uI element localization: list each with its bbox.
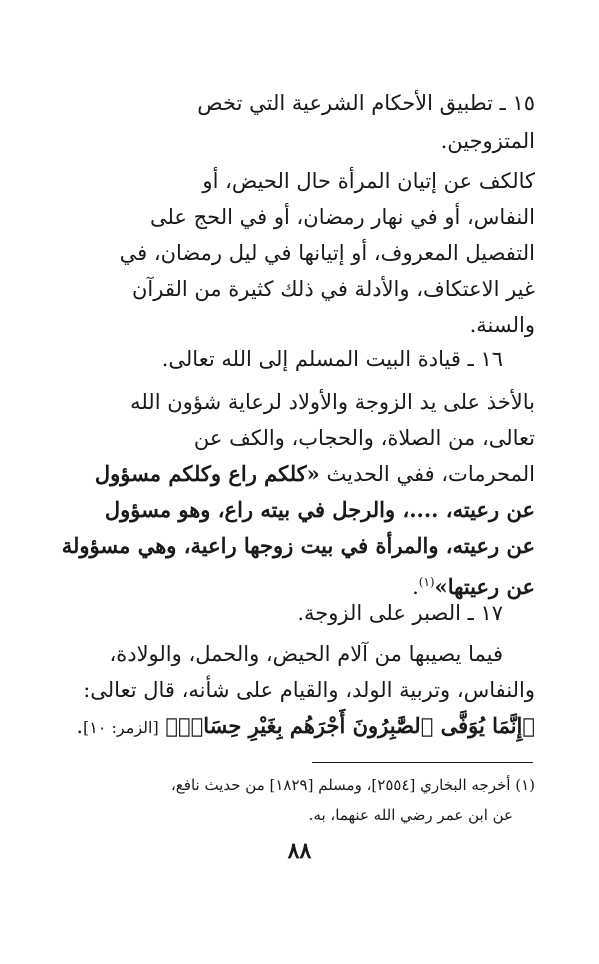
section-15-heading-line1: ١٥ ـ تطبيق الأحكام الشرعية التي تخص bbox=[197, 91, 535, 115]
hadith-line: عن رعيته، ....، والرجل في بيته راع، وهو مسؤول bbox=[104, 497, 535, 522]
section-15-heading-line2: المتزوجين. bbox=[440, 129, 535, 153]
quran-verse: ﴿إِنَّمَا يُوَفَّى ٱلصَّٰبِرُونَ أَجْرَهُم بِغَيْرِ حِسَابٖ﴾ bbox=[165, 713, 535, 738]
body-line bbox=[61, 456, 535, 492]
hadith-line: عن رعيته، والمرأة في بيت زوجها راعية، وهي مسؤولة bbox=[61, 533, 535, 558]
body-line: والسنة. bbox=[469, 313, 535, 337]
period: . bbox=[412, 575, 419, 599]
body-line: النفاس، أو في نهار رمضان، أو في الحج على bbox=[149, 205, 535, 229]
footnote-reference[interactable]: (١) bbox=[418, 575, 435, 589]
footnote-line: عن ابن عمر رضي الله عنهما، به. bbox=[308, 806, 513, 824]
footnote-line: (١) أخرجه البخاري [٢٥٥٤]، ومسلم [١٨٢٩] من حديث نافع، bbox=[170, 776, 535, 794]
body-line: كالكف عن إتيان المرأة حال الحيض، أو bbox=[202, 169, 535, 193]
body-line: التفصيل المعروف، أو إتيانها في ليل رمضان، في bbox=[119, 241, 535, 265]
section-17-body bbox=[61, 636, 535, 746]
section-15-body bbox=[61, 163, 535, 343]
section-15-heading bbox=[61, 86, 535, 158]
page-number: ٨٨ bbox=[287, 838, 312, 864]
verse-line bbox=[61, 708, 535, 746]
body-line: فيما يصيبها من آلام الحيض، والحمل، والولادة، bbox=[109, 642, 503, 666]
period: . bbox=[76, 714, 84, 738]
section-17-heading bbox=[29, 596, 503, 630]
body-line: والنفاس، وتربية الولد، والقيام على شأنه، قال تعالى: bbox=[83, 678, 535, 702]
section-17-heading-text: ١٧ ـ الصبر على الزوجة. bbox=[297, 601, 503, 625]
section-16-heading-text: ١٦ ـ قيادة البيت المسلم إلى الله تعالى. bbox=[161, 347, 503, 371]
body-line: بالأخذ على يد الزوجة والأولاد لرعاية شؤون الله bbox=[130, 390, 535, 414]
hadith-text: عن رعيتها» bbox=[434, 574, 535, 599]
footnote-divider bbox=[312, 762, 533, 763]
body-line: تعالى، من الصلاة، والحجاب، والكف عن bbox=[193, 426, 535, 450]
verse-reference: [الزمر: ١٠] bbox=[83, 718, 159, 737]
footnote bbox=[61, 770, 535, 830]
body-text: المحرمات، ففي الحديث bbox=[319, 462, 535, 486]
body-line: غير الاعتكاف، والأدلة في ذلك كثيرة من القرآن bbox=[132, 277, 535, 301]
section-16-heading bbox=[29, 342, 503, 376]
hadith-text: «كلكم راع وكلكم مسؤول bbox=[94, 461, 320, 486]
section-16-body bbox=[61, 384, 535, 605]
